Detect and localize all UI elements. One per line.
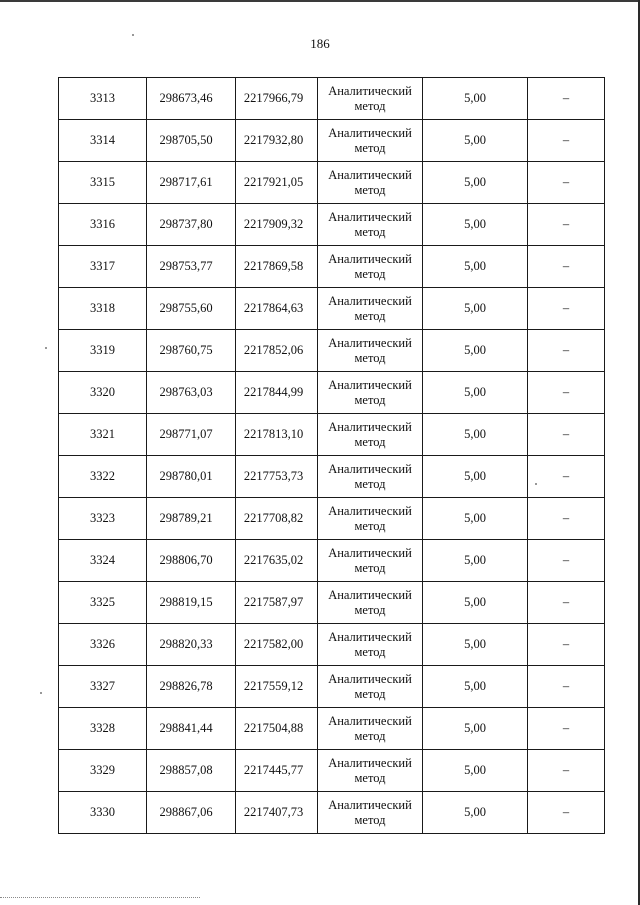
point-id-cell: 3328 [59,708,147,750]
method-line: Аналитический [328,672,412,686]
method-cell [318,792,423,834]
y-coordinate-cell: 2217909,32 [236,204,318,246]
method-cell [318,120,423,162]
table-row [59,540,605,582]
x-coordinate-cell: 298763,03 [147,372,236,414]
method-line: Аналитический [328,252,412,266]
x-coordinate-cell: 298673,46 [147,78,236,120]
y-coordinate-cell: 2217504,88 [236,708,318,750]
note-cell: – [528,120,605,162]
x-coordinate-cell: 298820,33 [147,624,236,666]
y-coordinate-cell: 2217635,02 [236,540,318,582]
x-coordinate-cell: 298753,77 [147,246,236,288]
table-row [59,246,605,288]
x-coordinate-cell: 298780,01 [147,456,236,498]
method-line: Аналитический [328,210,412,224]
y-coordinate-cell: 2217445,77 [236,750,318,792]
note-cell: – [528,540,605,582]
x-coordinate-cell: 298771,07 [147,414,236,456]
method-cell [318,540,423,582]
note-cell: – [528,288,605,330]
method-line: метод [354,141,386,155]
method-line: метод [354,519,386,533]
method-line: метод [354,99,386,113]
method-line: метод [354,435,386,449]
method-line: метод [354,561,386,575]
method-line: Аналитический [328,630,412,644]
table-row [59,792,605,834]
accuracy-cell: 5,00 [423,708,528,750]
accuracy-cell: 5,00 [423,330,528,372]
y-coordinate-cell: 2217582,00 [236,624,318,666]
page-number: 186 [310,36,330,51]
y-coordinate-cell: 2217932,80 [236,120,318,162]
note-cell: – [528,330,605,372]
table-row [59,708,605,750]
point-id-cell: 3313 [59,78,147,120]
scan-speck [45,347,47,349]
table-row [59,288,605,330]
scan-speck [40,692,42,694]
y-coordinate-cell: 2217587,97 [236,582,318,624]
y-coordinate-cell: 2217844,99 [236,372,318,414]
method-cell [318,372,423,414]
accuracy-cell: 5,00 [423,540,528,582]
accuracy-cell: 5,00 [423,120,528,162]
method-cell [318,498,423,540]
note-cell: – [528,792,605,834]
method-cell [318,288,423,330]
table-row [59,162,605,204]
note-cell: – [528,498,605,540]
point-id-cell: 3319 [59,330,147,372]
method-line: Аналитический [328,756,412,770]
x-coordinate-cell: 298789,21 [147,498,236,540]
accuracy-cell: 5,00 [423,582,528,624]
method-line: метод [354,393,386,407]
accuracy-cell: 5,00 [423,288,528,330]
point-id-cell: 3321 [59,414,147,456]
x-coordinate-cell: 298717,61 [147,162,236,204]
table-row [59,204,605,246]
x-coordinate-cell: 298806,70 [147,540,236,582]
note-cell: – [528,456,605,498]
method-line: метод [354,813,386,827]
method-cell [318,750,423,792]
point-id-cell: 3330 [59,792,147,834]
x-coordinate-cell: 298867,06 [147,792,236,834]
method-cell [318,204,423,246]
scan-top-edge [0,0,640,2]
note-cell: – [528,372,605,414]
note-cell: – [528,582,605,624]
point-id-cell: 3314 [59,120,147,162]
note-cell: – [528,204,605,246]
accuracy-cell: 5,00 [423,792,528,834]
x-coordinate-cell: 298705,50 [147,120,236,162]
y-coordinate-cell: 2217708,82 [236,498,318,540]
note-cell: – [528,414,605,456]
method-line: Аналитический [328,336,412,350]
method-line: метод [354,267,386,281]
point-id-cell: 3318 [59,288,147,330]
point-id-cell: 3326 [59,624,147,666]
point-id-cell: 3315 [59,162,147,204]
note-cell: – [528,78,605,120]
table-row [59,498,605,540]
method-line: Аналитический [328,588,412,602]
accuracy-cell: 5,00 [423,372,528,414]
accuracy-cell: 5,00 [423,666,528,708]
method-cell [318,582,423,624]
point-id-cell: 3327 [59,666,147,708]
coordinates-table [58,77,605,834]
accuracy-cell: 5,00 [423,414,528,456]
method-line: Аналитический [328,462,412,476]
method-line: Аналитический [328,168,412,182]
method-line: Аналитический [328,714,412,728]
note-cell: – [528,624,605,666]
method-cell [318,414,423,456]
table-row [59,582,605,624]
method-line: метод [354,351,386,365]
table-row [59,750,605,792]
method-line: метод [354,771,386,785]
scan-bottom-edge [0,897,200,899]
point-id-cell: 3320 [59,372,147,414]
method-line: Аналитический [328,378,412,392]
y-coordinate-cell: 2217921,05 [236,162,318,204]
method-line: метод [354,309,386,323]
method-line: метод [354,729,386,743]
x-coordinate-cell: 298826,78 [147,666,236,708]
method-line: метод [354,477,386,491]
point-id-cell: 3322 [59,456,147,498]
accuracy-cell: 5,00 [423,624,528,666]
method-cell [318,330,423,372]
method-line: Аналитический [328,504,412,518]
method-line: метод [354,645,386,659]
method-cell [318,456,423,498]
method-cell [318,78,423,120]
method-line: метод [354,687,386,701]
table-row [59,624,605,666]
table-row [59,414,605,456]
y-coordinate-cell: 2217813,10 [236,414,318,456]
y-coordinate-cell: 2217864,63 [236,288,318,330]
point-id-cell: 3329 [59,750,147,792]
table-row [59,666,605,708]
accuracy-cell: 5,00 [423,498,528,540]
accuracy-cell: 5,00 [423,162,528,204]
method-line: Аналитический [328,420,412,434]
method-line: метод [354,225,386,239]
method-line: Аналитический [328,798,412,812]
table-row [59,120,605,162]
accuracy-cell: 5,00 [423,246,528,288]
method-cell [318,666,423,708]
point-id-cell: 3316 [59,204,147,246]
point-id-cell: 3317 [59,246,147,288]
method-cell [318,708,423,750]
method-line: Аналитический [328,294,412,308]
y-coordinate-cell: 2217852,06 [236,330,318,372]
method-line: метод [354,603,386,617]
accuracy-cell: 5,00 [423,750,528,792]
table-body [59,78,605,834]
point-id-cell: 3324 [59,540,147,582]
point-id-cell: 3323 [59,498,147,540]
method-line: Аналитический [328,84,412,98]
table-row [59,330,605,372]
x-coordinate-cell: 298755,60 [147,288,236,330]
x-coordinate-cell: 298857,08 [147,750,236,792]
x-coordinate-cell: 298819,15 [147,582,236,624]
note-cell: – [528,750,605,792]
note-cell: – [528,666,605,708]
accuracy-cell: 5,00 [423,456,528,498]
table-row [59,456,605,498]
note-cell: – [528,162,605,204]
method-cell [318,624,423,666]
y-coordinate-cell: 2217753,73 [236,456,318,498]
note-cell: – [528,708,605,750]
method-cell [318,246,423,288]
y-coordinate-cell: 2217407,73 [236,792,318,834]
y-coordinate-cell: 2217559,12 [236,666,318,708]
accuracy-cell: 5,00 [423,78,528,120]
x-coordinate-cell: 298760,75 [147,330,236,372]
y-coordinate-cell: 2217869,58 [236,246,318,288]
table-row [59,78,605,120]
method-line: Аналитический [328,126,412,140]
method-cell [318,162,423,204]
point-id-cell: 3325 [59,582,147,624]
table-row [59,372,605,414]
x-coordinate-cell: 298841,44 [147,708,236,750]
x-coordinate-cell: 298737,80 [147,204,236,246]
y-coordinate-cell: 2217966,79 [236,78,318,120]
method-line: Аналитический [328,546,412,560]
accuracy-cell: 5,00 [423,204,528,246]
note-cell: – [528,246,605,288]
method-line: метод [354,183,386,197]
